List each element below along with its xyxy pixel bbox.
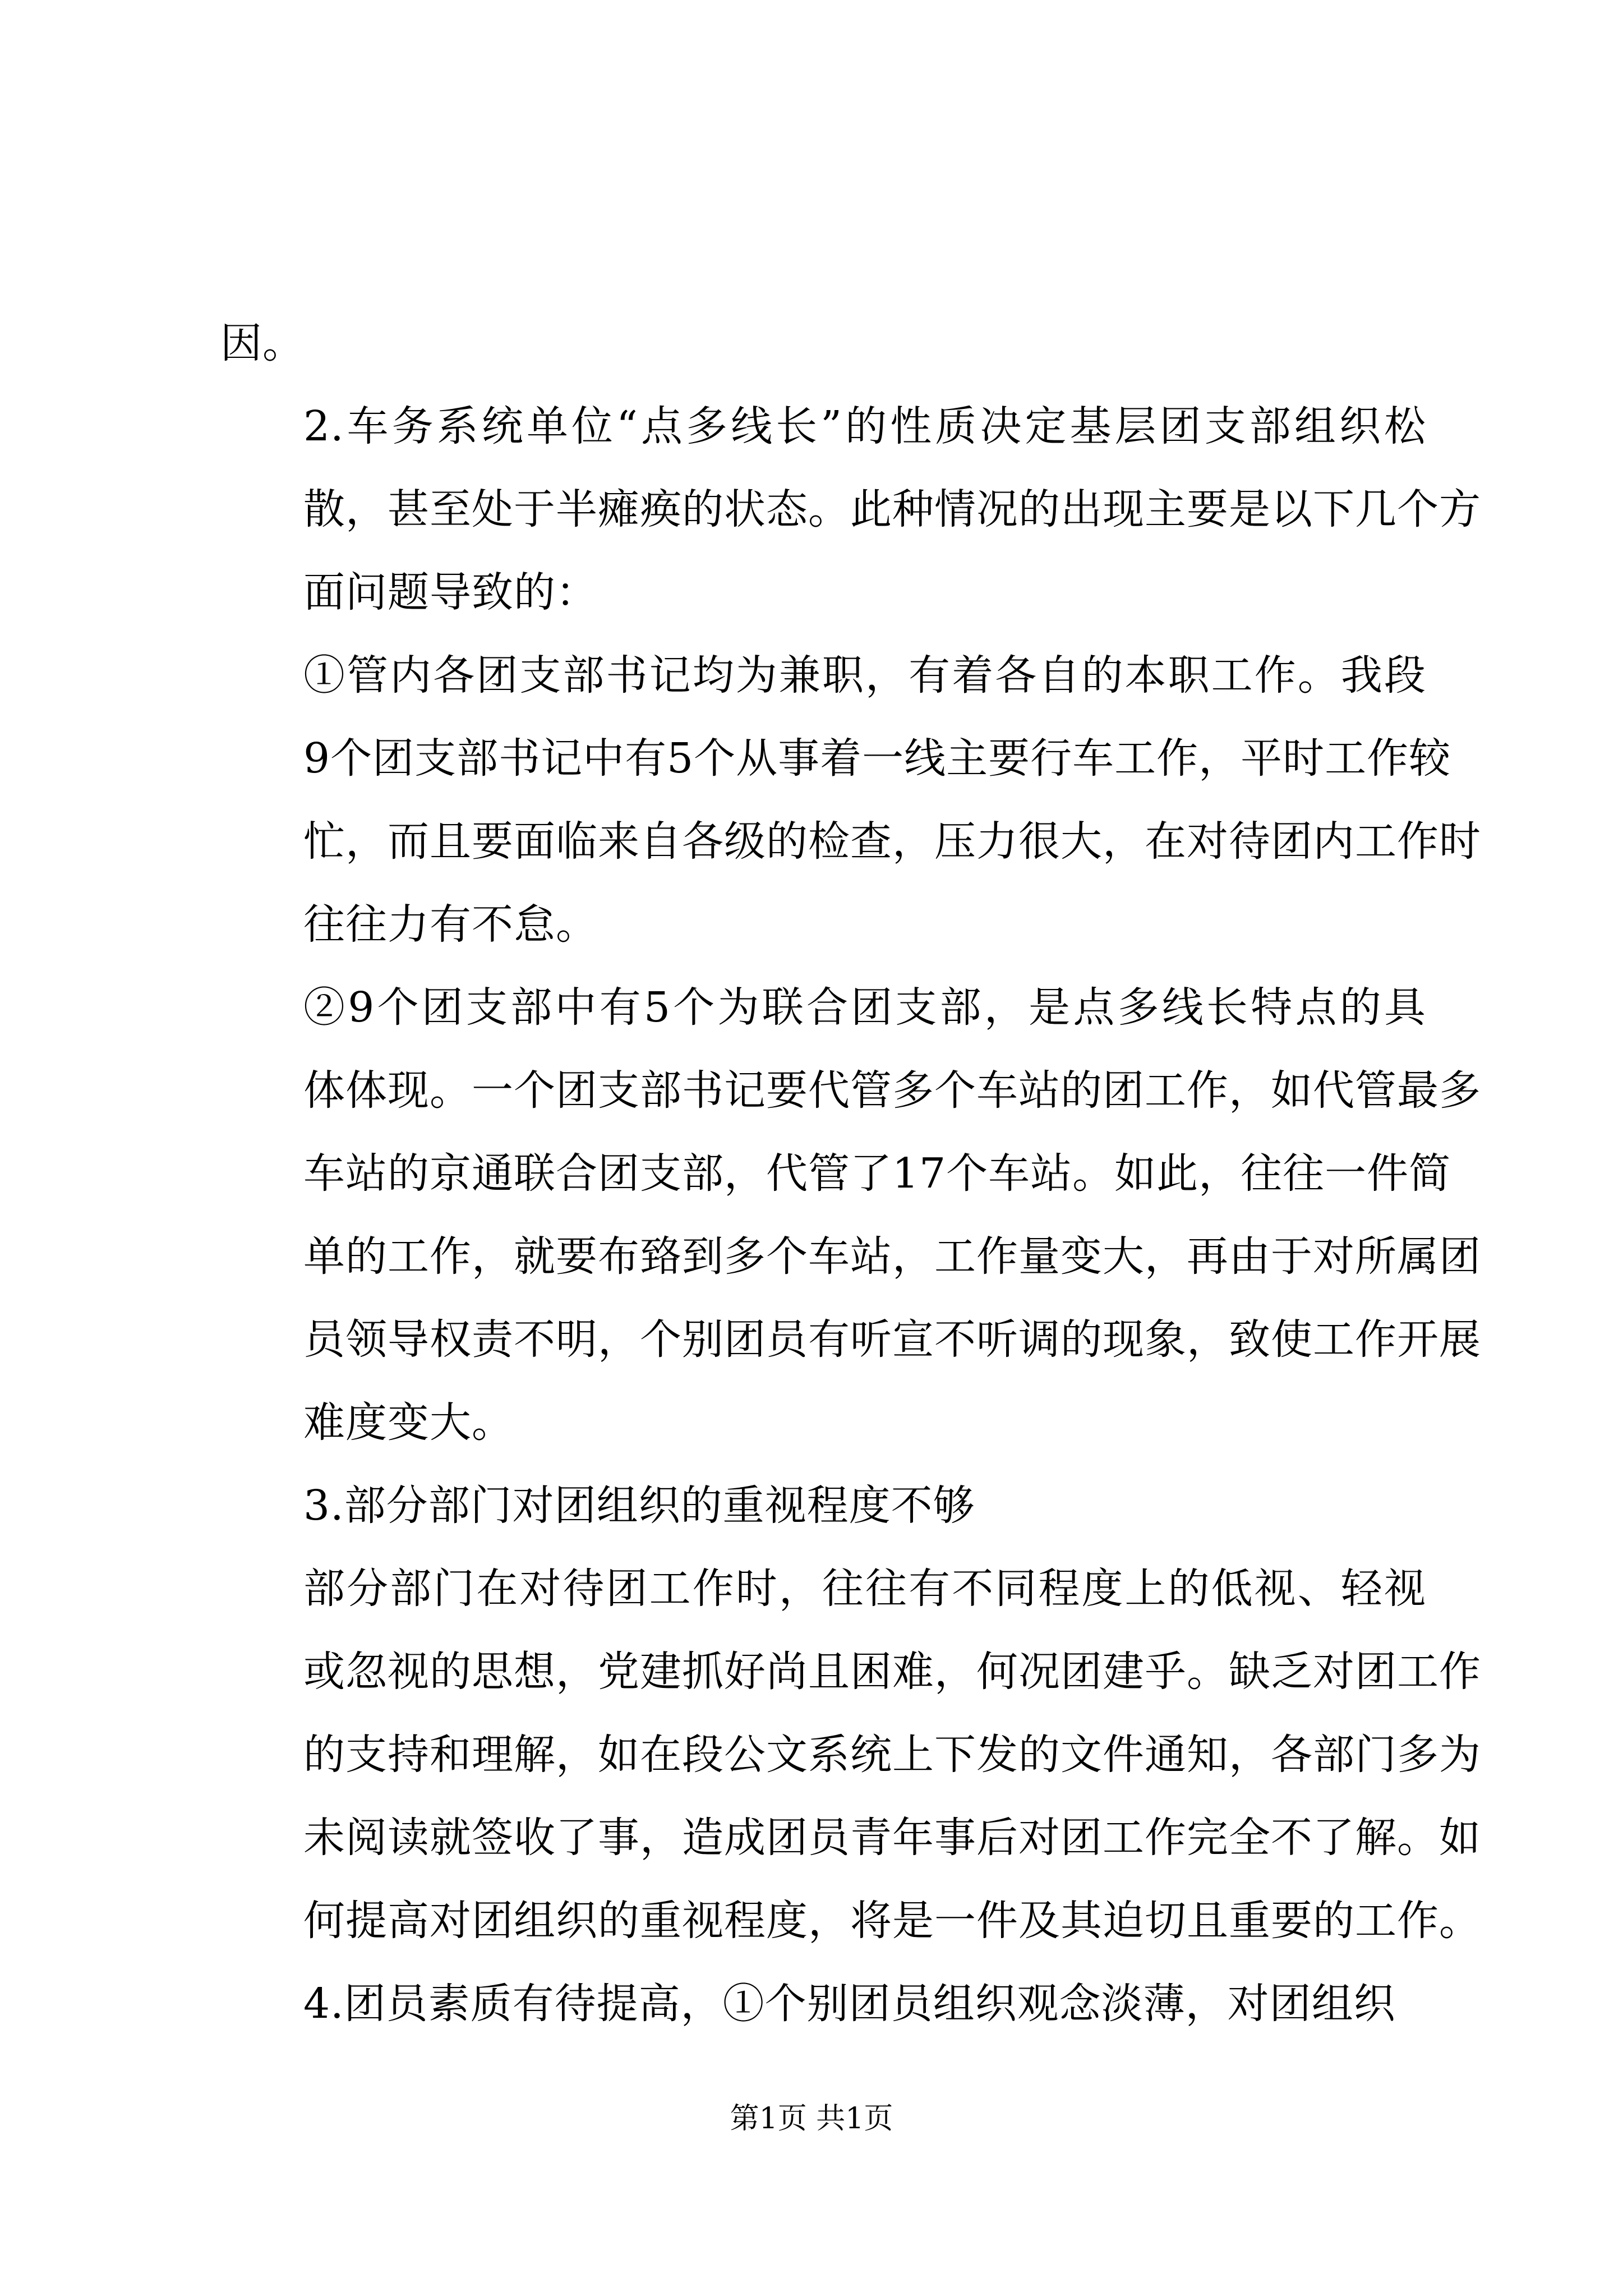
text-line: 员领导权责不明，个别团员有听宣不听调的现象，致使工作开展 (303, 1315, 1481, 1364)
text-line: 9个团支部书记中有5个从事着一线主要行车工作，平时工作较 (303, 734, 1451, 783)
text-line: 单的工作，就要布臵到多个车站，工作量变大，再由于对所属团 (303, 1232, 1481, 1281)
paragraph (220, 634, 1481, 966)
text-line: 往往力有不怠。 (303, 900, 598, 949)
text-line: 或忽视的思想，党建抓好尚且困难，何况团建乎。缺乏对团工作 (303, 1648, 1481, 1696)
text-line: 散，甚至处于半瘫痪的状态。此种情况的出现主要是以下几个方 (303, 485, 1481, 533)
text-line: 3.部分部门对团组织的重视程度不够 (303, 1481, 975, 1530)
text-line: 因。 (220, 319, 305, 367)
text-line: 未阅读就签收了事，造成团员青年事后对团工作完全不了解。如 (303, 1814, 1481, 1862)
paragraph (220, 1962, 1426, 2045)
paragraph (220, 302, 1426, 385)
text-line: ②9个团支部中有5个为联合团支部，是点多线长特点的具 (303, 983, 1426, 1032)
text-line: 4.团员素质有待提高，①个别团员组织观念淡薄，对团组织 (303, 1980, 1396, 2028)
text-line: 面问题导致的： (303, 568, 598, 616)
paragraph (220, 966, 1481, 1464)
paragraph (220, 385, 1481, 634)
text-line: 2.车务系统单位“点多线长”的性质决定基层团支部组织松 (303, 402, 1426, 450)
text-line: 车站的京通联合团支部，代管了17个车站。如此，往往一件简 (303, 1149, 1451, 1198)
text-line: 难度变大。 (303, 1398, 514, 1447)
paragraph (220, 1547, 1481, 1962)
text-line: 何提高对团组织的重视程度，将是一件及其迫切且重要的工作。 (303, 1897, 1481, 1945)
paragraph (220, 1464, 1426, 1547)
text-line: 的支持和理解，如在段公文系统上下发的文件通知，各部门多为 (303, 1731, 1481, 1779)
text-line: 部分部门在对待团工作时，往往有不同程度上的低视、轻视 (303, 1565, 1426, 1613)
text-line: ①管内各团支部书记均为兼职，有着各自的本职工作。我段 (303, 651, 1426, 700)
text-line: 忙，而且要面临来自各级的检查，压力很大，在对待团内工作时 (303, 817, 1481, 866)
document-body (220, 302, 1481, 2045)
text-line: 体体现。一个团支部书记要代管多个车站的团工作，如代管最多 (303, 1066, 1481, 1115)
page-footer: 第1页 共1页 (730, 2102, 893, 2136)
